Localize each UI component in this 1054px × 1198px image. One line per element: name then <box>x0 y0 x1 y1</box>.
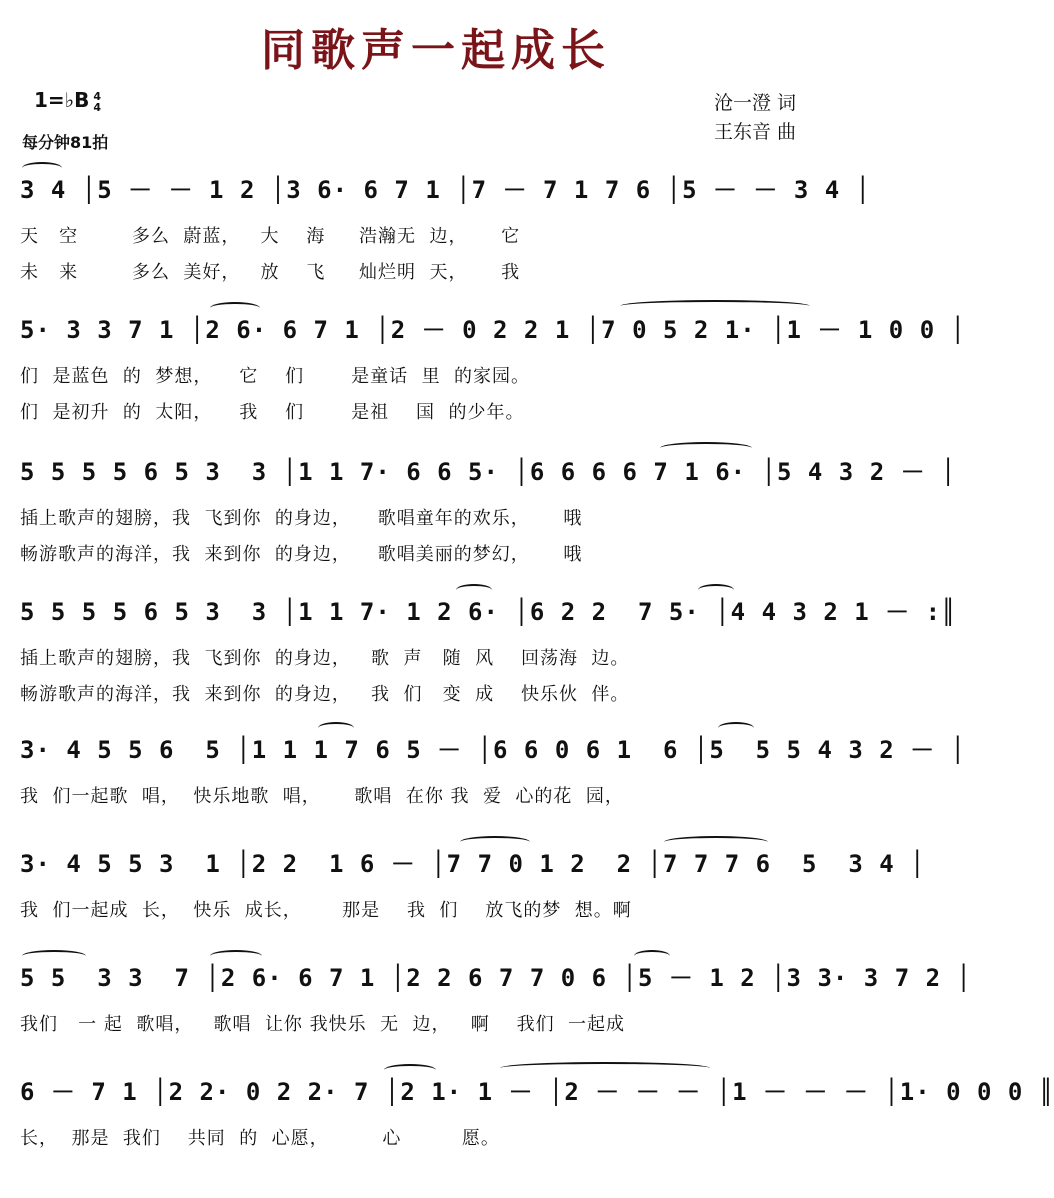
lyric-verse-2: 们 是初升 的 太阳， 我 们 是祖 国 的少年。 <box>20 402 525 423</box>
key-text: 1=♭B <box>34 88 90 112</box>
lyric-verse-1: 长， 那是 我们 共同 的 心愿， 心 愿。 <box>20 1128 500 1149</box>
notes-line: 5 5 5 5 6 5 3 3 │1 1 7· 1 2 6· │6 2 2 7 5· │4 4 3 2 1 － :║ <box>20 598 957 626</box>
lyric-verse-1: 们 是蓝色 的 梦想， 它 们 是童话 里 的家园。 <box>20 366 531 387</box>
time-signature: 4 4 <box>93 89 102 114</box>
lyric-verse-1: 插上歌声的翅膀，我 飞到你 的身边， 歌唱童年的欢乐， 哦 <box>20 508 583 529</box>
notes-line: 6 － 7 1 │2 2· 0 2 2· 7 │2 1· 1 － │2 － － － │1 － － － │1· 0 0 0 ║ <box>20 1078 1054 1106</box>
lyric-verse-1: 我们 一 起 歌唱， 歌唱 让你 我快乐 无 边， 啊 我们 一起成 <box>20 1014 626 1035</box>
notes-line: 5 5 5 5 6 5 3 3 │1 1 7· 6 6 5· │6 6 6 6 7 1 6· │5 4 3 2 － │ <box>20 458 957 486</box>
notes-line: 5 5 3 3 7 │2 6· 6 7 1 │2 2 6 7 7 0 6 │5 － 1 2 │3 3· 3 7 2 │ <box>20 964 972 992</box>
key-signature <box>34 88 101 113</box>
lyric-verse-1: 插上歌声的翅膀，我 飞到你 的身边， 歌 声 随 风 回荡海 边。 <box>20 648 630 669</box>
lyric-verse-1: 我 们一起成 长， 快乐 成长， 那是 我 们 放飞的梦 想。啊 <box>20 900 632 921</box>
notes-line: 5· 3 3 7 1 │2 6· 6 7 1 │2 － 0 2 2 1 │7 0 5 2 1· │1 － 1 0 0 │ <box>20 316 967 344</box>
notes-line: 3· 4 5 5 6 5 │1 1 1 7 6 5 － │6 6 0 6 1 6 │5 5 5 4 3 2 － │ <box>20 736 967 764</box>
lyric-verse-2: 畅游歌声的海洋，我 来到你 的身边， 歌唱美丽的梦幻， 哦 <box>20 544 583 565</box>
composer-credit: 王东音 曲 <box>714 121 797 143</box>
notes-line: 3· 4 5 5 3 1 │2 2 1 6 － │7 7 0 1 2 2 │7 7 7 6 5 3 4 │ <box>20 850 926 878</box>
lyric-verse-1: 天 空 多么 蔚蓝， 大 海 浩瀚无 边， 它 <box>20 226 521 247</box>
song-title: 同歌声一起成长 <box>261 25 611 76</box>
lyric-verse-2: 未 来 多么 美好， 放 飞 灿烂明 天， 我 <box>20 262 521 283</box>
lyricist-credit: 沧一澄 词 <box>714 92 797 114</box>
tempo-marking: 每分钟81拍 <box>22 133 109 152</box>
notes-line: 3 4 │5 － － 1 2 │3 6· 6 7 1 │7 － 7 1 7 6 │5 － － 3 4 │ <box>20 176 872 204</box>
lyric-verse-1: 我 们一起歌 唱， 快乐地歌 唱， 歌唱 在你 我 爱 心的花 园， <box>20 786 624 807</box>
lyric-verse-2: 畅游歌声的海洋，我 来到你 的身边， 我 们 变 成 快乐伙 伴。 <box>20 684 630 705</box>
